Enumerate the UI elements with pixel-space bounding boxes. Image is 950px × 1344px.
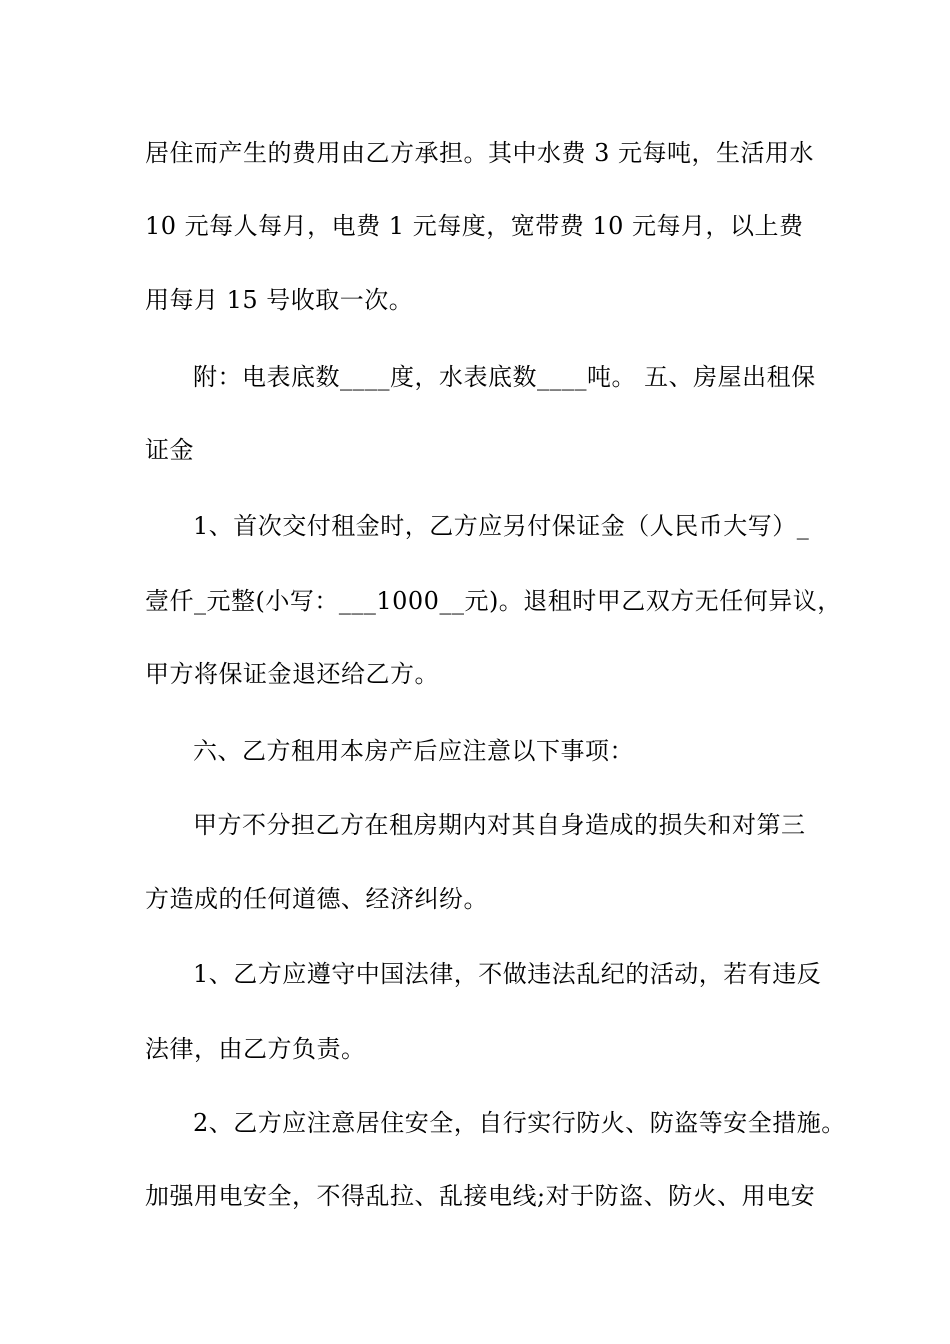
text-line: 加强用电安全，不得乱拉、乱接电线;对于防盗、防火、用电安 [145, 1182, 816, 1210]
text-line: 10 元每人每月，电费 1 元每度，宽带费 10 元每月，以上费 [145, 212, 804, 240]
text-line: 六、乙方租用本房产后应注意以下事项： [193, 737, 634, 765]
text-line: 1、乙方应遵守中国法律，不做违法乱纪的活动，若有违反 [193, 960, 822, 988]
text-line: 1、首次交付租金时，乙方应另付保证金（人民币大写）_ [193, 512, 810, 540]
text-line: 用每月 15 号收取一次。 [145, 286, 414, 314]
text-line: 2、乙方应注意居住安全，自行实行防火、防盗等安全措施。 [193, 1109, 846, 1137]
text-line: 方造成的任何道德、经济纠纷。 [145, 885, 488, 913]
text-line: 附：电表底数____度，水表底数____吨。 五、房屋出租保 [193, 363, 816, 391]
text-line: 证金 [145, 436, 194, 464]
text-line: 甲方不分担乙方在租房期内对其自身造成的损失和对第三 [193, 811, 806, 839]
text-line: 法律，由乙方负责。 [145, 1035, 366, 1063]
text-line: 甲方将保证金退还给乙方。 [145, 660, 439, 688]
text-line: 壹仟_元整(小写：___1000__元)。退租时甲乙双方无任何异议， [145, 587, 842, 615]
text-line: 居住而产生的费用由乙方承担。其中水费 3 元每吨，生活用水 [145, 139, 815, 167]
